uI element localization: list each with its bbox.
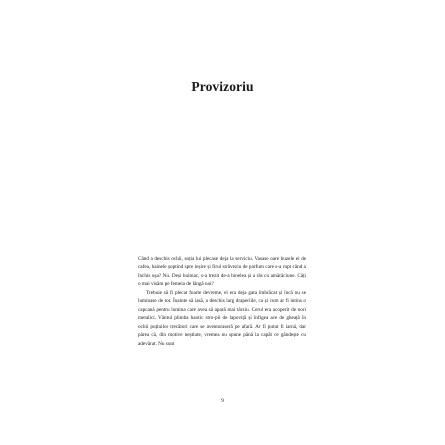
page-number: 9 — [221, 398, 224, 404]
paragraph-1: Când a deschis ochii, soția lui plecase deja la serviciu. Vasase oare buzele ei de cafea, hainele șoptind spre ieșire și firul străveziu de parfum care s-a rupt când a închis ușa? Nu. Deși buimac, s-a trezit de-a binelea și a râs cu amărăciune. Câți o mai visăm pe femeia de lângă noi? — [138, 256, 306, 288]
paragraph-2: Trebuie să fi plecat foarte devreme, el era deja gata îmbrăcat și încă nu se luminase de tot. Înainte să iasă, a deschis larg draperiile, ca și cum ar fi intins o capcană pentru lumina care avea să apară mai târziu. Cerul era acoperit de nori metalici. Vântul plimba haotic stro-pii de lapoviță și înfigea ace de gheață în ochii puținilor trecători care se aventuraseră pe afară. Ar fi putut fi iarnă, dar părea că, din motive neștiute, vremea nu spune până la capăt ce gândește cu adevărat. Nu sunt — [138, 289, 306, 347]
chapter-title: Provizoriu — [191, 79, 254, 94]
body-text — [138, 255, 306, 348]
